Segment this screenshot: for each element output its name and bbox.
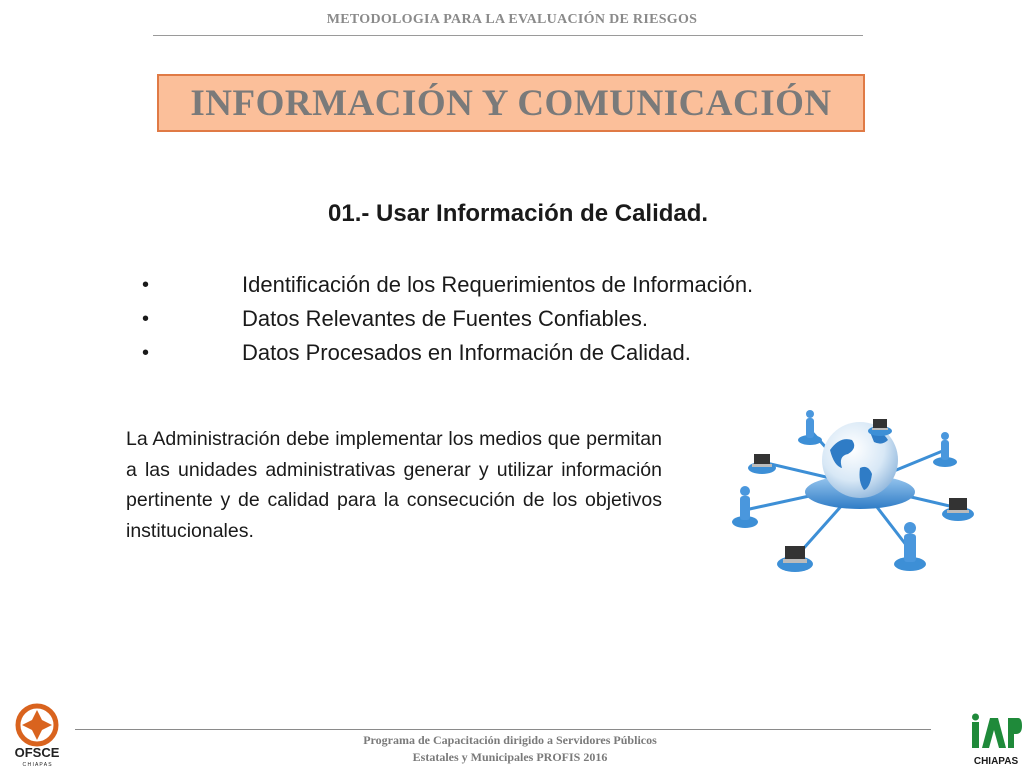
bullet-text: Identificación de los Requerimientos de Información. bbox=[242, 272, 754, 297]
footer-line-2: Estatales y Municipales PROFIS 2016 bbox=[412, 750, 608, 764]
section-title-box bbox=[157, 74, 865, 132]
bullet-list bbox=[138, 268, 753, 370]
iap-logo-sub: CHIAPAS bbox=[973, 756, 1019, 767]
ofsce-logo-sub: C H I A P A S bbox=[22, 762, 52, 767]
section-title: INFORMACIÓN Y COMUNICACIÓN bbox=[190, 82, 832, 124]
bullet-text: Datos Relevantes de Fuentes Confiables. bbox=[242, 306, 649, 331]
footer-line-1: Programa de Capacitación dirigido a Servidores Públicos bbox=[363, 733, 657, 747]
network-globe-illustration bbox=[720, 400, 1010, 585]
bullet-item bbox=[138, 336, 753, 370]
description-paragraph: La Administración debe implementar los medios que permitan a las unidades administrativas generar y utilizar información pertinente y de calidad para la consecución de los objetivos institucionales. bbox=[126, 428, 662, 542]
bullet-marker: • bbox=[142, 273, 150, 296]
ofsce-logo-name: OFSCE bbox=[14, 745, 60, 760]
bullet-text: Datos Procesados en Información de Calidad. bbox=[242, 340, 691, 365]
subtitle: 01.- Usar Información de Calidad. bbox=[328, 200, 709, 227]
footer-text bbox=[300, 732, 720, 766]
header-divider bbox=[153, 35, 863, 36]
iap-logo bbox=[968, 712, 1024, 768]
footer-divider bbox=[75, 729, 931, 730]
bullet-marker: • bbox=[142, 307, 150, 330]
bullet-item bbox=[138, 268, 753, 302]
bullet-item bbox=[138, 302, 753, 336]
ofsce-logo bbox=[4, 703, 70, 767]
bullet-marker: • bbox=[142, 341, 150, 364]
header-title: METODOLOGIA PARA LA EVALUACIÓN DE RIESGOS bbox=[326, 12, 698, 27]
